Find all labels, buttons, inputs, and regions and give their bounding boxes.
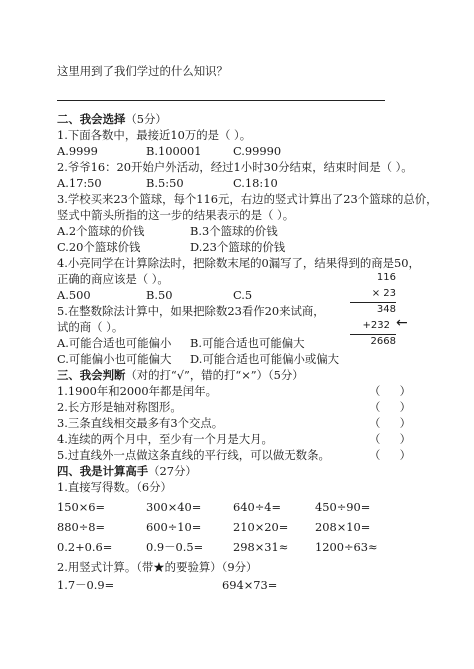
q2-option-a: A.17:50 bbox=[57, 176, 102, 190]
q4-stem-1: 4.小亮同学在计算除法时，把除数末尾的0漏写了，结果得到的商是50， bbox=[57, 256, 420, 270]
section2-heading bbox=[57, 112, 167, 126]
q4-option-c: C.5 bbox=[233, 288, 253, 302]
q5-option-a: A.可能合适也可能偏小 bbox=[57, 336, 172, 350]
arrow-icon: ← bbox=[396, 315, 408, 331]
section4-score: （27分） bbox=[148, 464, 197, 478]
q4-stem-2: 正确的商应该是（ ）。 bbox=[57, 272, 169, 286]
judge-item-2: 2.长方形是轴对称图形。 bbox=[57, 400, 182, 414]
judge-item-4: 4.连续的两个月中，至少有一个月是大月。 bbox=[57, 432, 273, 446]
answer-rule bbox=[57, 100, 385, 101]
oral-calc-3-2: 0.9－0.5= bbox=[146, 540, 204, 554]
section2-title: 二、我会选择 bbox=[57, 112, 126, 126]
vertical-line-2 bbox=[350, 334, 396, 335]
vertical-line-1 bbox=[350, 302, 396, 303]
judge-item-3: 3.三条直线相交最多有3个交点。 bbox=[57, 416, 224, 430]
vertical-row-2: × 23 bbox=[371, 288, 396, 299]
oral-calc-2-2: 600÷10= bbox=[146, 520, 202, 534]
q3-option-a: A.2个篮球的价钱 bbox=[57, 224, 145, 238]
oral-calc-2-1: 880÷8= bbox=[57, 520, 106, 534]
q5-option-c: C.可能偏小也可能偏大 bbox=[57, 352, 172, 366]
oral-calc-2-4: 208×10= bbox=[315, 520, 371, 534]
oral-calc-1-1: 150×6= bbox=[57, 500, 106, 514]
oral-calc-1-2: 300×40= bbox=[146, 500, 202, 514]
judge-item-5: 5.过直线外一点做这条直线的平行线，可以做无数条。 bbox=[57, 448, 330, 462]
judge-item-1: 1.1900年和2000年都是闰年。 bbox=[57, 384, 217, 398]
judge-paren-3[interactable]: （ ） bbox=[369, 416, 411, 430]
oral-calc-1-4: 450÷90= bbox=[315, 500, 371, 514]
judge-paren-1[interactable]: （ ） bbox=[369, 384, 411, 398]
oral-calc-3-3: 298×31≈ bbox=[233, 540, 289, 554]
written-calc-2: 694×73= bbox=[222, 578, 278, 592]
q3-stem-1: 3.学校买来23个篮球，每个116元，右边的竖式计算出了23个篮球的总价， bbox=[57, 192, 438, 206]
q1-option-c: C.99990 bbox=[233, 144, 282, 158]
section4-heading bbox=[57, 464, 197, 478]
calc-sub1-title: 1.直接写得数。（6分） bbox=[57, 480, 172, 494]
section3-heading bbox=[57, 368, 304, 382]
section4-title: 四、我是计算高手 bbox=[57, 464, 149, 478]
judge-paren-4[interactable]: （ ） bbox=[369, 432, 411, 446]
section2-score: （5分） bbox=[125, 112, 167, 126]
vertical-row-3: 348 bbox=[376, 304, 396, 315]
question-line: 这里用到了我们学过的什么知识？ bbox=[57, 64, 228, 78]
q5-option-b: B.可能合适也可能偏大 bbox=[190, 336, 305, 350]
q2-option-b: B.5:50 bbox=[146, 176, 184, 190]
q4-option-b: B.50 bbox=[146, 288, 173, 302]
q1-stem: 1.下面各数中，最接近10万的是（ ）。 bbox=[57, 128, 252, 142]
vertical-row-1: 116 bbox=[376, 272, 396, 283]
judge-paren-2[interactable]: （ ） bbox=[369, 400, 411, 414]
vertical-calc bbox=[350, 270, 410, 366]
q2-stem: 2.爷爷16：20开始户外活动，经过1小时30分结束，结束时间是（ ）。 bbox=[57, 160, 413, 174]
oral-calc-1-3: 640÷4= bbox=[233, 500, 282, 514]
q1-option-b: B.100001 bbox=[146, 144, 202, 158]
q5-stem-1: 5.在整数除法计算中，如果把除数23看作20来试商， bbox=[57, 304, 325, 318]
judge-paren-5[interactable]: （ ） bbox=[369, 448, 411, 462]
calc-sub2-title: 2.用竖式计算。（带★的要验算）（9分） bbox=[57, 560, 258, 574]
q1-option-a: A.9999 bbox=[57, 144, 98, 158]
q5-option-d: D.可能合适也可能偏小或偏大 bbox=[190, 352, 340, 366]
vertical-row-5: 2668 bbox=[370, 336, 396, 347]
q3-option-b: B.3个篮球的价钱 bbox=[190, 224, 278, 238]
q3-option-d: D.23个篮球的价钱 bbox=[190, 240, 286, 254]
q3-stem-2: 竖式中箭头所指的这一步的结果表示的是（ ）。 bbox=[57, 208, 295, 222]
q2-option-c: C.18:10 bbox=[233, 176, 278, 190]
written-calc-1: 1.7－0.9= bbox=[57, 578, 115, 592]
oral-calc-3-4: 1200÷63≈ bbox=[315, 540, 378, 554]
q4-option-a: A.500 bbox=[57, 288, 91, 302]
section3-note: （对的打“√”，错的打“×”）（5分） bbox=[125, 368, 304, 382]
q3-option-c: C.20个篮球价钱 bbox=[57, 240, 141, 254]
q5-stem-2: 试的商（ ）。 bbox=[57, 320, 124, 334]
vertical-row-4: +232 bbox=[362, 320, 390, 331]
oral-calc-3-1: 0.2+0.6= bbox=[57, 540, 113, 554]
section3-title: 三、我会判断 bbox=[57, 368, 126, 382]
oral-calc-2-3: 210×20= bbox=[233, 520, 289, 534]
